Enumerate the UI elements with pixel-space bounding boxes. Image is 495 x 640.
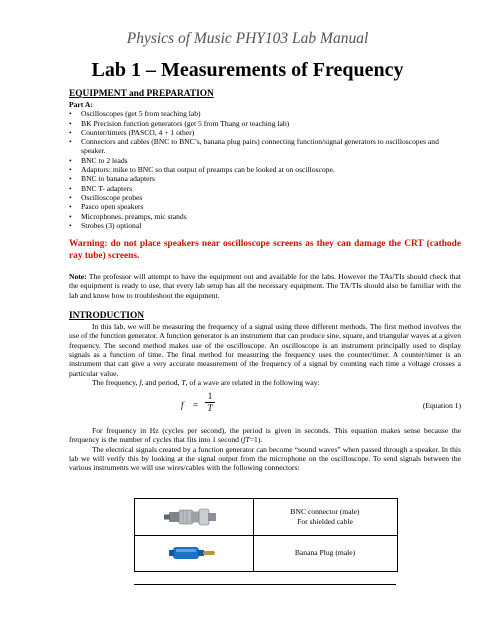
banana-plug-caption xyxy=(253,535,397,571)
fT-symbol: fT xyxy=(243,435,250,445)
equation-label: (Equation 1) xyxy=(422,401,461,411)
list-item: • Microphones, preamps, mic stands xyxy=(69,212,461,221)
list-item: • Oscilloscope probes xyxy=(69,193,461,202)
intro-paragraph-4: The electrical signals created by a function generator can become “sound waves” when passed through a speaker. In this lab we will verify this by looking at the signal output from the microphone on the oscilloscope. To send signals between the various instruments we will use wires/cables with the following connectors: xyxy=(69,444,461,473)
table-bottom-border xyxy=(134,584,396,585)
bnc-connector-image xyxy=(135,499,254,535)
intro-paragraph-3 xyxy=(69,426,461,445)
equipment-list xyxy=(69,109,461,230)
list-item: • BNC to 2 leads xyxy=(69,156,461,165)
introduction-heading: INTRODUCTION xyxy=(69,311,145,322)
warning-text: Warning: do not place speakers near oscilloscope screens as they can damage the CRT (cathode ray tube) screens. xyxy=(69,239,461,261)
part-label: Part A: xyxy=(69,100,93,109)
bnc-caption-line-1: BNC connector (male) xyxy=(290,507,360,516)
banana-caption-line-1: Banana Plug (male) xyxy=(294,548,356,557)
banana-plug-image xyxy=(135,535,254,571)
equation-denominator: T xyxy=(207,403,213,414)
list-item: • Strobes (3) optional xyxy=(69,221,461,230)
bnc-connector-icon xyxy=(135,499,253,535)
bnc-connector-caption xyxy=(253,499,397,535)
note-text: The professor will attempt to have the equipment out and available for the labs. However the TAs/TIs should check that the equipment is ready to use, that every lab setup has all the necessary equipment. The TA/TIs should also be familiar with the lab and know how to troubleshoot the equipment. xyxy=(69,272,461,300)
intro-paragraph-1: In this lab, we will be measuring the frequency of a signal using three different methods. The first method involves the use of the function generator. A function generator is an instrument that can produce sine, square, and triangular waves at a given frequency. The second method makes use of the oscilloscope. An oscilloscope is an instrument principally used to display signals as a function of time. The final method for measuring the frequency uses the counter/timer. A counter/timer is an instrument that can give a very accurate measurement of the frequency of a signal by counting each time a voltage crosses a particular value. xyxy=(69,322,461,378)
list-item: • Adaptors: mike to BNC so that output of preamps can be looked at on oscilloscope. xyxy=(69,165,461,174)
equation-equals: = xyxy=(193,400,199,411)
text-run: The frequency, xyxy=(92,377,140,387)
text-run: , of a wave are related in the following way: xyxy=(185,377,320,387)
connector-row-bnc xyxy=(135,499,397,536)
period-symbol: T xyxy=(181,377,186,387)
connector-row-banana xyxy=(135,535,397,571)
equation-numerator: 1 xyxy=(207,391,213,402)
page-content xyxy=(69,89,461,473)
running-header: Physics of Music PHY103 Lab Manual xyxy=(126,30,369,47)
list-item: • Counter/timers (PASCO, 4 + 1 other) xyxy=(69,128,461,137)
page-title: Lab 1 – Measurements of Frequency xyxy=(91,59,404,81)
connector-table xyxy=(134,498,398,572)
frequency-symbol: f xyxy=(139,377,142,387)
intro-paragraph-2 xyxy=(69,378,461,387)
list-item: • Connectors and cables (BNC to BNC’s, banana plug pairs) connecting function/signal generators to oscilloscopes and speaker. xyxy=(69,137,461,156)
equation-1 xyxy=(69,391,461,422)
bnc-caption-line-2: For shielded cable xyxy=(297,516,353,526)
note-label: Note: xyxy=(69,272,87,282)
list-item: • BK Precision function generators (get 5 from Thang or teaching lab) xyxy=(69,119,461,128)
banana-plug-icon xyxy=(135,535,253,571)
equation-fraction xyxy=(205,391,215,414)
list-item: • Oscilloscopes (get 5 from teaching lab) xyxy=(69,109,461,118)
equation-lhs: f xyxy=(181,400,184,411)
equipment-heading: EQUIPMENT and PREPARATION xyxy=(69,89,214,99)
text-run: =1). xyxy=(249,435,263,445)
note-paragraph xyxy=(69,272,461,300)
list-item: • BNC T- adapters xyxy=(69,184,461,193)
text-run: , and period, xyxy=(141,377,182,387)
text-run: For frequency in Hz (cycles per second), the period is given in seconds. This equation makes sense because the frequency is the number of cycles that fits into 1 second ( xyxy=(69,426,461,445)
list-item: • Pasco open speakers xyxy=(69,202,461,211)
list-item: • BNC to banana adapters xyxy=(69,174,461,183)
